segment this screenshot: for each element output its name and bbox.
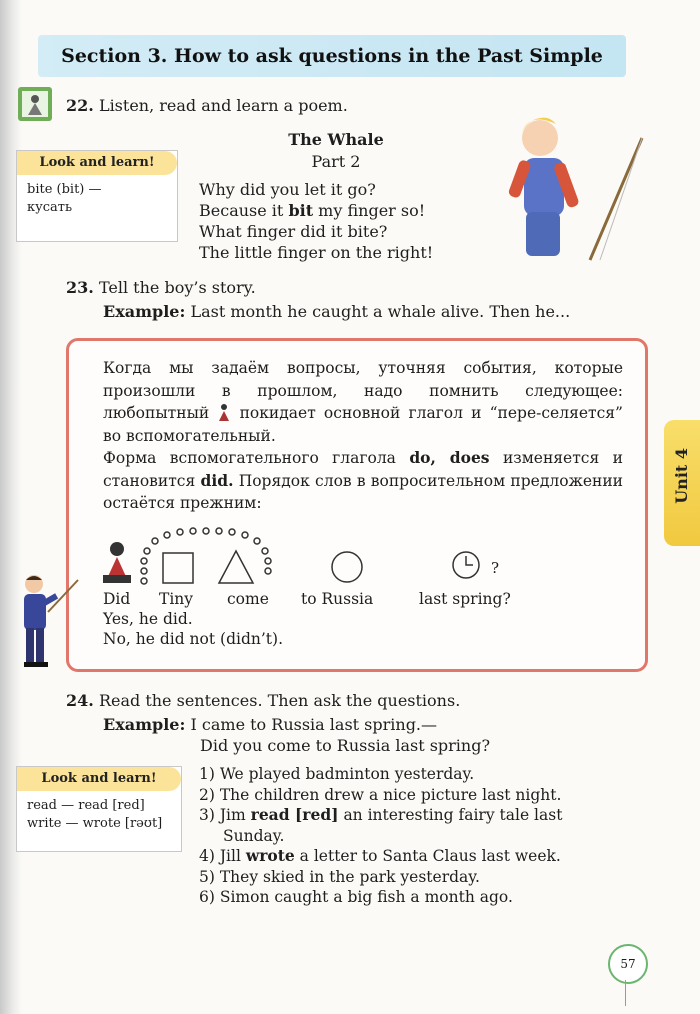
ex23-example: Example: Last month he caught a whale alive. Then he... <box>103 302 571 321</box>
rule-text: Когда мы задаём вопросы, уточняя события, которые произошли в прошлом, надо помнить следующее: любопытный покидает основной глагол и “пере-селяется” во вспомогательный. Форма вспомогательного глагола do, does изменяется и становится did. Порядок слов в вопросительном предложении остаётся прежним: <box>103 359 623 512</box>
teacher-illustration <box>14 572 80 672</box>
poem-line-2: Because it bit my finger so! <box>199 201 426 220</box>
word-come: come <box>227 590 269 608</box>
poem-part: Part 2 <box>311 152 361 171</box>
sentence-4: 4) Jill wrote a letter to Santa Claus last week. <box>199 846 561 865</box>
poem-line-3: What finger did it bite? <box>199 222 388 241</box>
ex24-example-question: Did you come to Russia last spring? <box>200 736 491 755</box>
look-and-learn-heading: Look and learn! <box>17 151 177 175</box>
poem-line-4: The little finger on the right! <box>199 243 434 262</box>
sentence-6: 6) Simon caught a big fish a month ago. <box>199 888 513 906</box>
boy-fishing-illustration <box>500 112 650 262</box>
ex23-title: 23. Tell the boy’s story. <box>66 278 256 297</box>
page-number: 57 <box>608 944 648 984</box>
word-order-diagram <box>99 521 519 589</box>
triangle-symbol <box>219 551 253 583</box>
answer-yes: Yes, he did. <box>103 610 193 628</box>
poem-line-1: Why did you let it go? <box>199 180 376 199</box>
sentence-5: 5) They skied in the park yesterday. <box>199 867 480 886</box>
listen-icon <box>18 87 52 121</box>
ex24-sentences <box>199 764 562 908</box>
square-symbol <box>163 553 193 583</box>
look-and-learn-heading: Look and learn! <box>17 767 181 791</box>
ex24-title: 24. Read the sentences. Then ask the questions. <box>66 691 461 710</box>
look-and-learn-box-1 <box>16 150 178 242</box>
sentence-3: 3) Jim read [red] an interesting fairy tale last <box>199 805 563 824</box>
vocab-line: bite (bit) — <box>27 182 102 197</box>
section-title: Section 3. How to ask questions in the Past Simple <box>38 35 626 77</box>
word-did: Did <box>103 590 131 608</box>
sentence-3-cont: Sunday. <box>223 826 285 845</box>
word-to-russia: to Russia <box>301 590 374 608</box>
word-tiny: Tiny <box>159 590 194 608</box>
poem-lines <box>199 179 433 263</box>
word-last-spring: last spring? <box>419 590 511 608</box>
balloon-string <box>625 980 626 1006</box>
question-mark: ? <box>491 559 500 577</box>
circle-symbol <box>332 552 362 582</box>
look-and-learn-box-2 <box>16 766 182 852</box>
vocab-line-write: write — wrote [rəʊt] <box>27 816 163 831</box>
vocab-line-read: read — read [red] <box>27 798 145 813</box>
sentence-2: 2) The children drew a nice picture last night. <box>199 785 562 804</box>
vocab-translation: кусать <box>27 200 73 215</box>
ex24-example: Example: I came to Russia last spring.— <box>103 715 438 734</box>
tiny-character-icon <box>217 403 231 421</box>
unit-tab: Unit 4 <box>664 420 700 546</box>
poem-title: The Whale <box>288 130 384 149</box>
sentence-1: 1) We played badminton yesterday. <box>199 765 475 783</box>
ex22-title: 22. Listen, read and learn a poem. <box>66 96 348 115</box>
tiny-figure-symbol <box>103 542 131 583</box>
grammar-rule-box <box>66 338 648 672</box>
answer-no: No, he did not (didn’t). <box>103 630 283 648</box>
